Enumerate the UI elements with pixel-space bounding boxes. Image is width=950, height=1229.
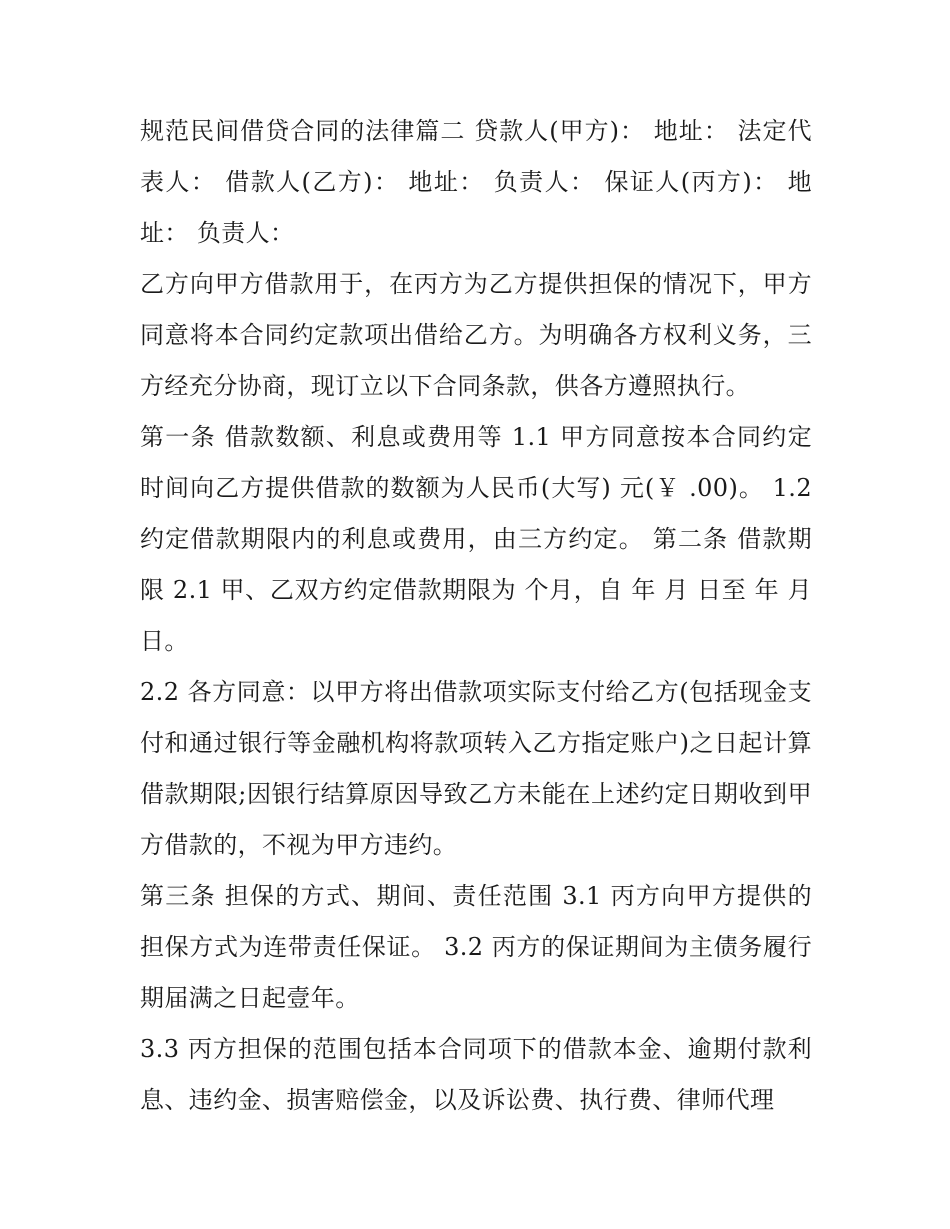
paragraph-header: 规范民间借贷合同的法律篇二 贷款人(甲方)： 地址： 法定代表人： 借款人(乙方)： 地址： 负责人： 保证人(丙方)： 地址： 负责人： bbox=[140, 117, 812, 247]
document-body bbox=[140, 106, 812, 1126]
paragraph-article-3: 第三条 担保的方式、期间、责任范围 3.1 丙方向甲方提供的担保方式为连带责任保证。 3.2 丙方的保证期间为主债务履行期届满之日起壹年。 bbox=[140, 882, 812, 1012]
paragraph-preamble: 乙方向甲方借款用于，在丙方为乙方提供担保的情况下，甲方同意将本合同约定款项出借给乙方。为明确各方权利义务，三方经充分协商，现订立以下合同条款，供各方遵照执行。 bbox=[140, 270, 812, 400]
paragraph-article-1-2: 第一条 借款数额、利息或费用等 1.1 甲方同意按本合同约定时间向乙方提供借款的数额为人民币(大写) 元(￥ .00)。 1.2 约定借款期限内的利息或费用，由三方约定。 第二条 借款期限 2.1 甲、乙双方约定借款期限为 个月，自 年 月 日至 年 月 日。 bbox=[140, 423, 812, 655]
paragraph-clause-2-2: 2.2 各方同意：以甲方将出借款项实际支付给乙方(包括现金支付和通过银行等金融机构将款项转入乙方指定账户)之日起计算借款期限;因银行结算原因导致乙方未能在上述约定日期收到甲方借款的，不视为甲方违约。 bbox=[140, 678, 812, 859]
paragraph-clause-3-3: 3.3 丙方担保的范围包括本合同项下的借款本金、逾期付款利息、违约金、损害赔偿金，以及诉讼费、执行费、律师代理 bbox=[140, 1035, 812, 1114]
